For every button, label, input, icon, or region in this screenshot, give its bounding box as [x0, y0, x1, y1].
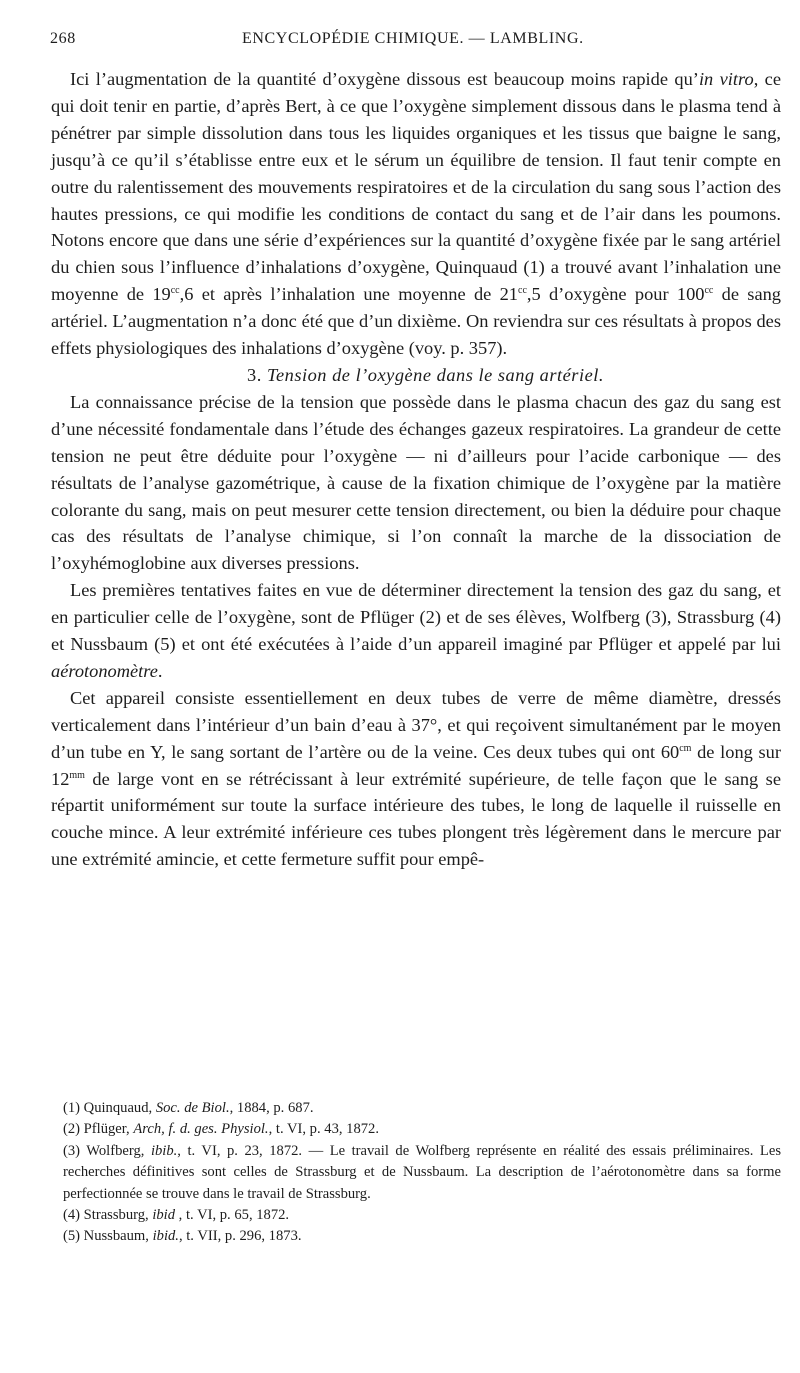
text-run: ,6 et après l’inhalation une moyenne de 21: [179, 284, 518, 305]
italic-run: ibid.: [152, 1228, 179, 1245]
superscript: cm: [679, 742, 692, 754]
text-run: Ici l’augmentation de la quantité d’oxygène dissous est beaucoup moins rapide qu’: [70, 69, 699, 89]
footnote-3: [63, 1141, 781, 1205]
italic-run: in vitro: [698, 69, 754, 89]
italic-run: ibid: [152, 1207, 176, 1224]
paragraph-apparatus-description: [51, 685, 781, 873]
superscript: cc: [518, 285, 527, 297]
superscript: cc: [170, 285, 180, 297]
text-run: de sang artériel. L’augmentation n’a donc été que d’un dixième. On reviendra sur ces résultats à propos des effets physiologiques des inhalations d’oxygène (voy. p. 357).: [51, 284, 782, 359]
paragraph-pfluger-attempts: [51, 577, 781, 685]
italic-run: Soc. de Biol.: [155, 1100, 230, 1116]
footnote-1: [63, 1098, 781, 1119]
running-title: ENCYCLOPÉDIE CHIMIQUE. — LAMBLING.: [242, 30, 584, 47]
text-run: , ce qui doit tenir en partie, d’après Bert, à ce que l’oxygène simplement dissous dans le plasma tend à pénétrer par simple dissolution dans tous les liquides organiques et les tissus que baigne le sang, jusqu’à ce qu’il s’établisse entre eux et le sérum un équilibre de tension. Il faut tenir compte en outre du ralentissement des mouvements respiratoires et de la circulation du sang sous l’action des hautes pressions, ce qui modifie les conditions de contact du sang et de l’air dans les poumons. Notons encore que dans une série d’expériences sur la quantité d’oxygène fixée par le sang artériel du chien sous l’influence d’inhalations d’oxygène, Quinquaud (1) a trouvé avant l’inhalation une moyenne de 19: [51, 69, 781, 305]
text-run: , t. VI, p. 43, 1872.: [268, 1121, 379, 1138]
text-run: Les premières tentatives faites en vue de déterminer directement la tension des gaz du sang, et en particulier celle de l’oxygène, sont de Pflüger (2) et de ses élèves, Wolfberg (3), Strassburg (4) et Nussbaum (5) et ont été exécutées à l’aide d’un appareil imaginé par Pflüger et appelé par lui: [51, 580, 781, 655]
text-run: , t. VI, p. 65, 1872.: [175, 1207, 290, 1224]
paragraph-tension-knowledge: La connaissance précise de la tension que possède dans le plasma chacun des gaz du sang est d’une nécessité fondamentale dans l’étude des échanges gazeux respiratoires. La grandeur de cette tension ne peut être déduite pour l’oxygène — ni d’ailleurs pour l’acide carbonique — des résultats de l’analyse gazométrique, à cause de la fixation chimique de l’oxygène par la matière colorante du sang, mais on peut mesurer cette tension directement, ou bien la déduire pour chaque cas des résultats de l’analyse chimique, si l’on connaît la marche de la dissociation de l’oxyhémoglobine aux diverses pressions.: [51, 391, 781, 574]
main-text: [51, 66, 781, 873]
footnote-4: [63, 1205, 781, 1226]
section-title-text: Tension de: [266, 364, 356, 385]
text-run: .: [157, 660, 163, 681]
italic-run: aérotonomètre: [51, 660, 158, 681]
italic-run: Arch, f. d. ges. Physiol.: [133, 1121, 269, 1138]
text-run: , 1884, p. 687.: [229, 1100, 314, 1116]
text-run: (1) Quinquaud,: [63, 1100, 156, 1116]
section-title: [51, 362, 781, 389]
footnote-5: [63, 1226, 781, 1247]
text-run: Cet appareil consiste essentiellement en deux tubes de verre de même diamètre, dressés verticalement dans l’intérieur d’un bain d’eau à 37°, et qui reçoivent simultanément par le moyen d’un tube en Y, le sang sortant de l’artère ou de la veine. Ces deux tubes qui ont 60: [51, 687, 781, 762]
text-run: de large vont en se rétrécissant à leur extrémité supérieure, de telle façon que le sang se répartit uniformément sur toute la surface intérieure des tubes, le long de laquelle il ruisselle en couche mince. A leur extrémité inférieure ces tubes plongent très légèrement dans le mercure par une extrémité amincie, et cette fermeture suffit pour empê-: [51, 768, 781, 870]
section-number: 3.: [247, 364, 262, 385]
text-run: (3) Wolfberg,: [63, 1142, 151, 1159]
text-run: , t. VII, p. 296, 1873.: [178, 1228, 302, 1245]
text-run: (4) Strassburg,: [63, 1207, 153, 1224]
superscript: mm: [69, 769, 85, 781]
text-run: de long sur 12: [51, 741, 781, 789]
text-run: (2) Pflüger,: [63, 1121, 134, 1138]
text-run: (5) Nussbaum,: [63, 1228, 153, 1245]
text-run: , t. VI, p. 23, 1872. — Le travail de Wolfberg représente en réalité des essais préliminaires. Les recherches définitives sont celles de Strassburg et de Nussbaum. La description de l’aérotonomètre dans sa forme perfectionnée se trouve dans le travail de Strassburg.: [63, 1142, 781, 1202]
section-title-text: l’oxygène dans le sang artériel.: [355, 364, 604, 385]
paragraph-oxygen-dissolved: [51, 66, 781, 362]
footnote-2: [63, 1119, 781, 1140]
superscript: cc: [704, 285, 714, 297]
page-number: 268: [50, 30, 76, 47]
italic-run: ibib.: [150, 1142, 178, 1159]
text-run: ,5 d’oxygène pour 100: [526, 284, 705, 305]
footnotes: [63, 1098, 781, 1248]
